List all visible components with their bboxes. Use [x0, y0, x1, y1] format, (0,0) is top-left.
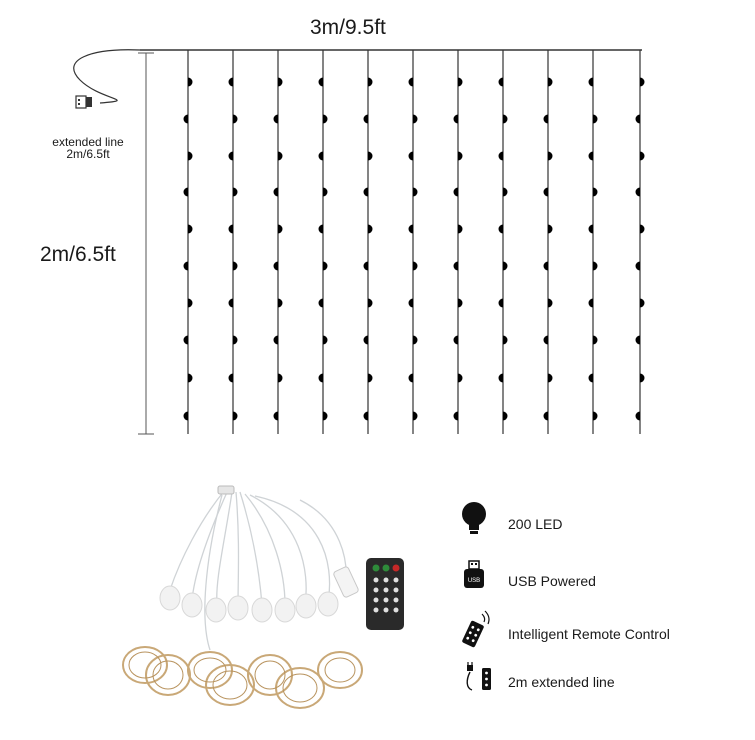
led-bead [544, 262, 549, 271]
led-bead [544, 188, 549, 197]
led-bead [458, 225, 463, 234]
led-bead [278, 225, 283, 234]
led-bead [454, 115, 459, 124]
led-bead [274, 115, 279, 124]
led-bead [319, 152, 324, 161]
led-bead [368, 78, 373, 87]
led-bead [593, 188, 598, 197]
led-bead [278, 374, 283, 383]
led-bead [409, 225, 414, 234]
led-bead [323, 412, 328, 421]
led-bead [274, 262, 279, 271]
led-bead [323, 188, 328, 197]
led-bead [636, 412, 641, 421]
led-bead [274, 336, 279, 345]
led-bead [323, 336, 328, 345]
led-bead [593, 412, 598, 421]
led-bead [233, 412, 238, 421]
led-bead [229, 299, 234, 308]
led-bead [548, 374, 553, 383]
led-bead [323, 115, 328, 124]
led-bead [229, 152, 234, 161]
led-bead [636, 262, 641, 271]
led-bead [274, 412, 279, 421]
led-bead [589, 374, 593, 383]
led-bead [188, 299, 193, 308]
led-bead [544, 412, 549, 421]
led-bead [640, 374, 645, 383]
led-bead [503, 115, 508, 124]
led-bead [499, 78, 504, 87]
led-bead [319, 374, 324, 383]
led-bead [409, 299, 414, 308]
led-bead [544, 336, 549, 345]
led-bead [548, 78, 553, 87]
led-bead [188, 225, 193, 234]
led-bead [640, 299, 645, 308]
led-bead [413, 188, 418, 197]
led-bead [640, 152, 645, 161]
led-bead [229, 225, 234, 234]
led-bead [548, 225, 553, 234]
svg-text:USB: USB [467, 578, 481, 584]
usb-icon [464, 561, 484, 588]
extended-line-title: extended line [52, 135, 124, 149]
led-bead [458, 152, 463, 161]
led-bead [368, 152, 373, 161]
led-bead [589, 299, 593, 308]
led-bead [548, 152, 553, 161]
led-bead [454, 262, 459, 271]
led-bead [319, 78, 324, 87]
feature-remote-control: Intelligent Remote Control [508, 626, 670, 642]
led-bead [184, 412, 189, 421]
led-bead [323, 262, 328, 271]
led-bead [499, 152, 504, 161]
led-bead [368, 374, 373, 383]
led-bead [458, 78, 463, 87]
led-bead [409, 374, 414, 383]
remote-control-photo [366, 558, 404, 630]
product-photo [123, 486, 404, 708]
led-bead [593, 262, 598, 271]
extended-line-length: 2m/6.5ft [66, 147, 110, 161]
height-dimension [138, 53, 154, 434]
led-bead [503, 188, 508, 197]
led-bead [503, 262, 508, 271]
led-bead [413, 412, 418, 421]
led-bead [454, 336, 459, 345]
led-bead [593, 336, 598, 345]
led-bead [589, 225, 593, 234]
led-bead [364, 188, 369, 197]
led-bead [364, 336, 369, 345]
led-bead [503, 412, 508, 421]
led-bead [499, 299, 504, 308]
led-bead [368, 299, 373, 308]
led-bead [233, 188, 238, 197]
led-bead [593, 115, 598, 124]
led-bead [184, 115, 189, 124]
led-bead [409, 152, 414, 161]
led-bead [548, 299, 553, 308]
led-bead [274, 188, 279, 197]
light-strands [184, 50, 645, 434]
led-bead [184, 336, 189, 345]
led-bead [636, 115, 641, 124]
led-bead [364, 115, 369, 124]
led-bead [368, 225, 373, 234]
feature-led-count: 200 LED [508, 516, 563, 532]
led-bead [413, 262, 418, 271]
bulb-icon [462, 502, 486, 534]
led-bead [503, 336, 508, 345]
led-bead [454, 188, 459, 197]
width-label: 3m/9.5ft [310, 16, 386, 39]
led-bead [188, 374, 193, 383]
led-bead [233, 336, 238, 345]
led-bead [278, 152, 283, 161]
remote-icon [462, 611, 489, 648]
led-bead [544, 115, 549, 124]
led-bead [636, 336, 641, 345]
led-bead [233, 115, 238, 124]
led-bead [319, 299, 324, 308]
led-bead [233, 262, 238, 271]
led-bead [589, 78, 593, 87]
led-bead [319, 225, 324, 234]
usb-plug-icon [76, 96, 92, 108]
height-label: 2m/6.5ft [40, 243, 116, 266]
led-bead [409, 78, 414, 87]
led-bead [499, 374, 504, 383]
led-bead [278, 78, 283, 87]
led-bead [458, 299, 463, 308]
led-bead [499, 225, 504, 234]
led-bead [640, 78, 645, 87]
led-bead [458, 374, 463, 383]
extended-wire [74, 50, 140, 103]
led-bead [413, 336, 418, 345]
led-bead [636, 188, 641, 197]
led-bead [640, 225, 645, 234]
led-bead [454, 412, 459, 421]
led-bead [364, 412, 369, 421]
led-bead [413, 115, 418, 124]
led-bead [278, 299, 283, 308]
led-bead [188, 152, 193, 161]
led-bead [184, 262, 189, 271]
feature-usb-powered: USB Powered [508, 573, 596, 589]
led-bead [184, 188, 189, 197]
led-bead [364, 262, 369, 271]
led-bead [188, 78, 193, 87]
led-bead [229, 78, 234, 87]
feature-extended-line: 2m extended line [508, 674, 615, 690]
led-bead [229, 374, 234, 383]
led-bead [589, 152, 593, 161]
plug-cable-icon [467, 662, 491, 690]
